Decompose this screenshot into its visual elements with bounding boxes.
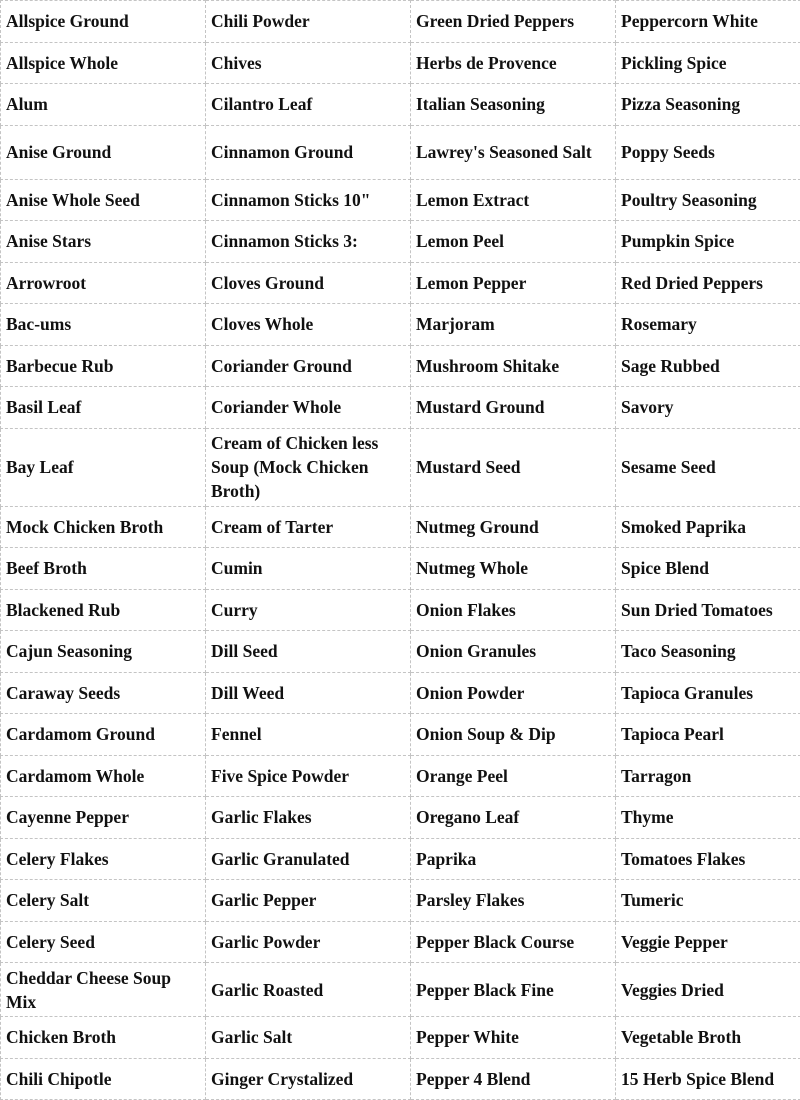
- spice-cell: Celery Salt: [1, 880, 206, 922]
- spice-cell: Basil Leaf: [1, 387, 206, 429]
- spice-cell: Spice Blend: [616, 548, 800, 590]
- table-row: [1, 631, 800, 673]
- spice-cell: Rosemary: [616, 304, 800, 346]
- spice-cell: Cilantro Leaf: [206, 84, 411, 126]
- spice-cell: Lemon Extract: [411, 179, 616, 221]
- table-row: [1, 179, 800, 221]
- spice-cell: Chili Powder: [206, 1, 411, 43]
- spice-cell: Cajun Seasoning: [1, 631, 206, 673]
- table-row: [1, 755, 800, 797]
- spice-cell: Cream of Chicken less Soup (Mock Chicken Broth): [206, 428, 411, 506]
- spice-cell: Barbecue Rub: [1, 345, 206, 387]
- spice-cell: Coriander Whole: [206, 387, 411, 429]
- spice-cell: Garlic Pepper: [206, 880, 411, 922]
- table-row: [1, 428, 800, 506]
- table-row: [1, 125, 800, 179]
- spice-cell: Onion Granules: [411, 631, 616, 673]
- spice-cell: Bay Leaf: [1, 428, 206, 506]
- spice-cell: Cinnamon Ground: [206, 125, 411, 179]
- table-row: [1, 1, 800, 43]
- spice-cell: Dill Seed: [206, 631, 411, 673]
- spice-cell: Cayenne Pepper: [1, 797, 206, 839]
- spice-cell: Alum: [1, 84, 206, 126]
- spice-cell: Nutmeg Ground: [411, 506, 616, 548]
- spice-table-body: [1, 1, 800, 1100]
- spice-cell: Tapioca Granules: [616, 672, 800, 714]
- spice-cell: Oregano Leaf: [411, 797, 616, 839]
- spice-cell: Arrowroot: [1, 262, 206, 304]
- spice-cell: Pepper Black Fine: [411, 963, 616, 1017]
- spice-cell: Cloves Whole: [206, 304, 411, 346]
- spice-cell: Chicken Broth: [1, 1017, 206, 1059]
- spice-cell: Celery Seed: [1, 921, 206, 963]
- spice-cell: Cinnamon Sticks 3:: [206, 221, 411, 263]
- spice-cell: Bac-ums: [1, 304, 206, 346]
- spice-cell: Pepper White: [411, 1017, 616, 1059]
- spice-cell: Chili Chipotle: [1, 1058, 206, 1100]
- spice-cell: Smoked Paprika: [616, 506, 800, 548]
- spice-cell: Ginger Crystalized: [206, 1058, 411, 1100]
- spice-cell: Veggies Dried: [616, 963, 800, 1017]
- table-row: [1, 797, 800, 839]
- spice-cell: Dill Weed: [206, 672, 411, 714]
- spice-cell: Cumin: [206, 548, 411, 590]
- spice-cell: Herbs de Provence: [411, 42, 616, 84]
- spice-cell: Taco Seasoning: [616, 631, 800, 673]
- spice-cell: Thyme: [616, 797, 800, 839]
- table-row: [1, 304, 800, 346]
- spice-cell: Tomatoes Flakes: [616, 838, 800, 880]
- table-row: [1, 714, 800, 756]
- table-row: [1, 221, 800, 263]
- spice-cell: Mustard Seed: [411, 428, 616, 506]
- spice-cell: Sun Dried Tomatoes: [616, 589, 800, 631]
- table-row: [1, 345, 800, 387]
- spice-cell: Garlic Granulated: [206, 838, 411, 880]
- table-row: [1, 506, 800, 548]
- spice-cell: Curry: [206, 589, 411, 631]
- spice-cell: Poppy Seeds: [616, 125, 800, 179]
- spice-cell: Paprika: [411, 838, 616, 880]
- table-row: [1, 921, 800, 963]
- spice-cell: Garlic Salt: [206, 1017, 411, 1059]
- spice-cell: Coriander Ground: [206, 345, 411, 387]
- spice-cell: Pizza Seasoning: [616, 84, 800, 126]
- spice-cell: Garlic Roasted: [206, 963, 411, 1017]
- spice-cell: Allspice Whole: [1, 42, 206, 84]
- spice-cell: Cheddar Cheese Soup Mix: [1, 963, 206, 1017]
- spice-cell: Chives: [206, 42, 411, 84]
- spice-cell: Onion Flakes: [411, 589, 616, 631]
- spice-cell: Lawrey's Seasoned Salt: [411, 125, 616, 179]
- table-row: [1, 1017, 800, 1059]
- spice-cell: Sage Rubbed: [616, 345, 800, 387]
- spice-cell: Peppercorn White: [616, 1, 800, 43]
- spice-cell: Parsley Flakes: [411, 880, 616, 922]
- spice-cell: Garlic Flakes: [206, 797, 411, 839]
- spice-cell: Pumpkin Spice: [616, 221, 800, 263]
- spice-cell: Lemon Pepper: [411, 262, 616, 304]
- spice-cell: Poultry Seasoning: [616, 179, 800, 221]
- spice-cell: Cinnamon Sticks 10": [206, 179, 411, 221]
- table-row: [1, 963, 800, 1017]
- table-row: [1, 548, 800, 590]
- spice-cell: Anise Whole Seed: [1, 179, 206, 221]
- spice-cell: Sesame Seed: [616, 428, 800, 506]
- spice-cell: Five Spice Powder: [206, 755, 411, 797]
- table-row: [1, 387, 800, 429]
- spice-cell: Beef Broth: [1, 548, 206, 590]
- spice-cell: Cream of Tarter: [206, 506, 411, 548]
- spice-cell: Onion Soup & Dip: [411, 714, 616, 756]
- spice-cell: Lemon Peel: [411, 221, 616, 263]
- table-row: [1, 589, 800, 631]
- spice-cell: Celery Flakes: [1, 838, 206, 880]
- spice-cell: Marjoram: [411, 304, 616, 346]
- table-row: [1, 42, 800, 84]
- spice-cell: Savory: [616, 387, 800, 429]
- spice-cell: Caraway Seeds: [1, 672, 206, 714]
- spice-cell: Mustard Ground: [411, 387, 616, 429]
- spice-cell: Cardamom Whole: [1, 755, 206, 797]
- spice-cell: Anise Stars: [1, 221, 206, 263]
- table-row: [1, 84, 800, 126]
- spice-cell: Cloves Ground: [206, 262, 411, 304]
- table-row: [1, 262, 800, 304]
- table-row: [1, 672, 800, 714]
- spice-cell: Mock Chicken Broth: [1, 506, 206, 548]
- table-row: [1, 1058, 800, 1100]
- spice-cell: Pickling Spice: [616, 42, 800, 84]
- spice-cell: Mushroom Shitake: [411, 345, 616, 387]
- spice-cell: Allspice Ground: [1, 1, 206, 43]
- spice-cell: Cardamom Ground: [1, 714, 206, 756]
- spice-cell: Fennel: [206, 714, 411, 756]
- spice-cell: Tarragon: [616, 755, 800, 797]
- spice-cell: Nutmeg Whole: [411, 548, 616, 590]
- spice-cell: Green Dried Peppers: [411, 1, 616, 43]
- spice-cell: Anise Ground: [1, 125, 206, 179]
- spice-cell: Red Dried Peppers: [616, 262, 800, 304]
- table-row: [1, 838, 800, 880]
- spice-cell: Orange Peel: [411, 755, 616, 797]
- spice-cell: Pepper 4 Blend: [411, 1058, 616, 1100]
- spice-cell: 15 Herb Spice Blend: [616, 1058, 800, 1100]
- spice-cell: Vegetable Broth: [616, 1017, 800, 1059]
- spice-cell: Onion Powder: [411, 672, 616, 714]
- table-row: [1, 880, 800, 922]
- spice-cell: Italian Seasoning: [411, 84, 616, 126]
- spice-cell: Blackened Rub: [1, 589, 206, 631]
- spice-cell: Veggie Pepper: [616, 921, 800, 963]
- spice-cell: Pepper Black Course: [411, 921, 616, 963]
- spice-cell: Garlic Powder: [206, 921, 411, 963]
- spice-cell: Tumeric: [616, 880, 800, 922]
- spice-cell: Tapioca Pearl: [616, 714, 800, 756]
